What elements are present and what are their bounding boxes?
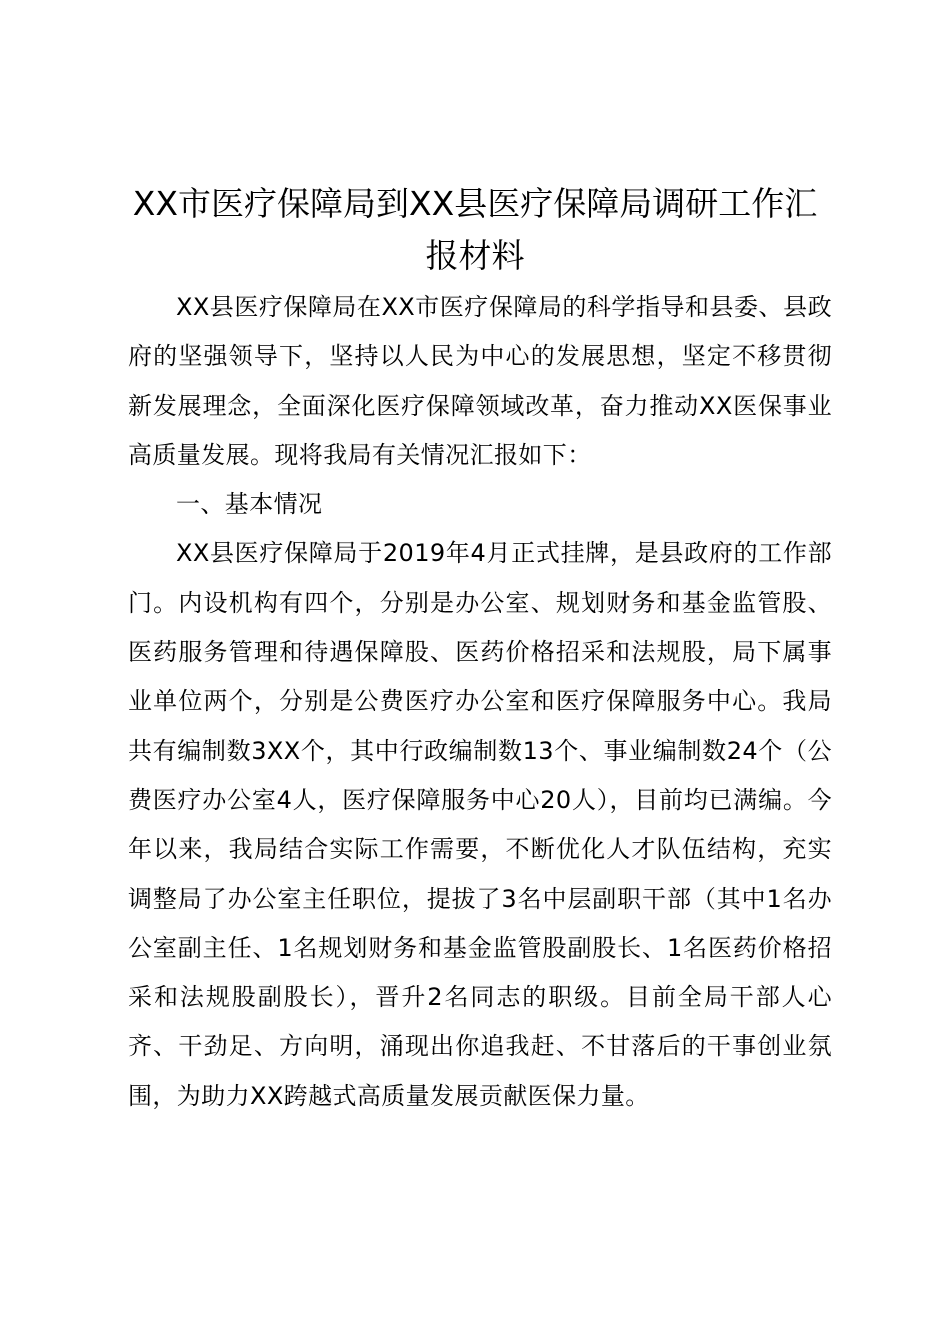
- document-body: [128, 283, 832, 1121]
- section-heading-basic-situation: 一、基本情况: [176, 490, 323, 519]
- document-title: XX市医疗保障局到XX县医疗保障局调研工作汇报材料: [132, 184, 818, 275]
- basic-situation-paragraph: XX县医疗保障局于2019年4月正式挂牌，是县政府的工作部门。内设机构有四个，分别是办公室、规划财务和基金监管股、医药服务管理和待遇保障股、医药价格招采和法规股，局下属事业单位两个，分别是公费医疗办公室和医疗保障服务中心。我局共有编制数3XX个，其中行政编制数13个、事业编制数24个（公费医疗办公室4人，医疗保障服务中心20人），目前均已满编。今年以来，我局结合实际工作需要，不断优化人才队伍结构，充实调整局了办公室主任职位，提拔了3名中层副职干部（其中1名办公室副主任、1名规划财务和基金监管股副股长、1名医药价格招采和法规股副股长），晋升2名同志的职级。目前全局干部人心齐、干劲足、方向明，涌现出你追我赶、不甘落后的干事创业氛围，为助力XX跨越式高质量发展贡献医保力量。: [128, 539, 832, 1110]
- intro-paragraph: XX县医疗保障局在XX市医疗保障局的科学指导和县委、县政府的坚强领导下，坚持以人民为中心的发展思想，坚定不移贯彻新发展理念，全面深化医疗保障领域改革，奋力推动XX医保事业高质量发展。现将我局有关情况汇报如下：: [128, 293, 832, 469]
